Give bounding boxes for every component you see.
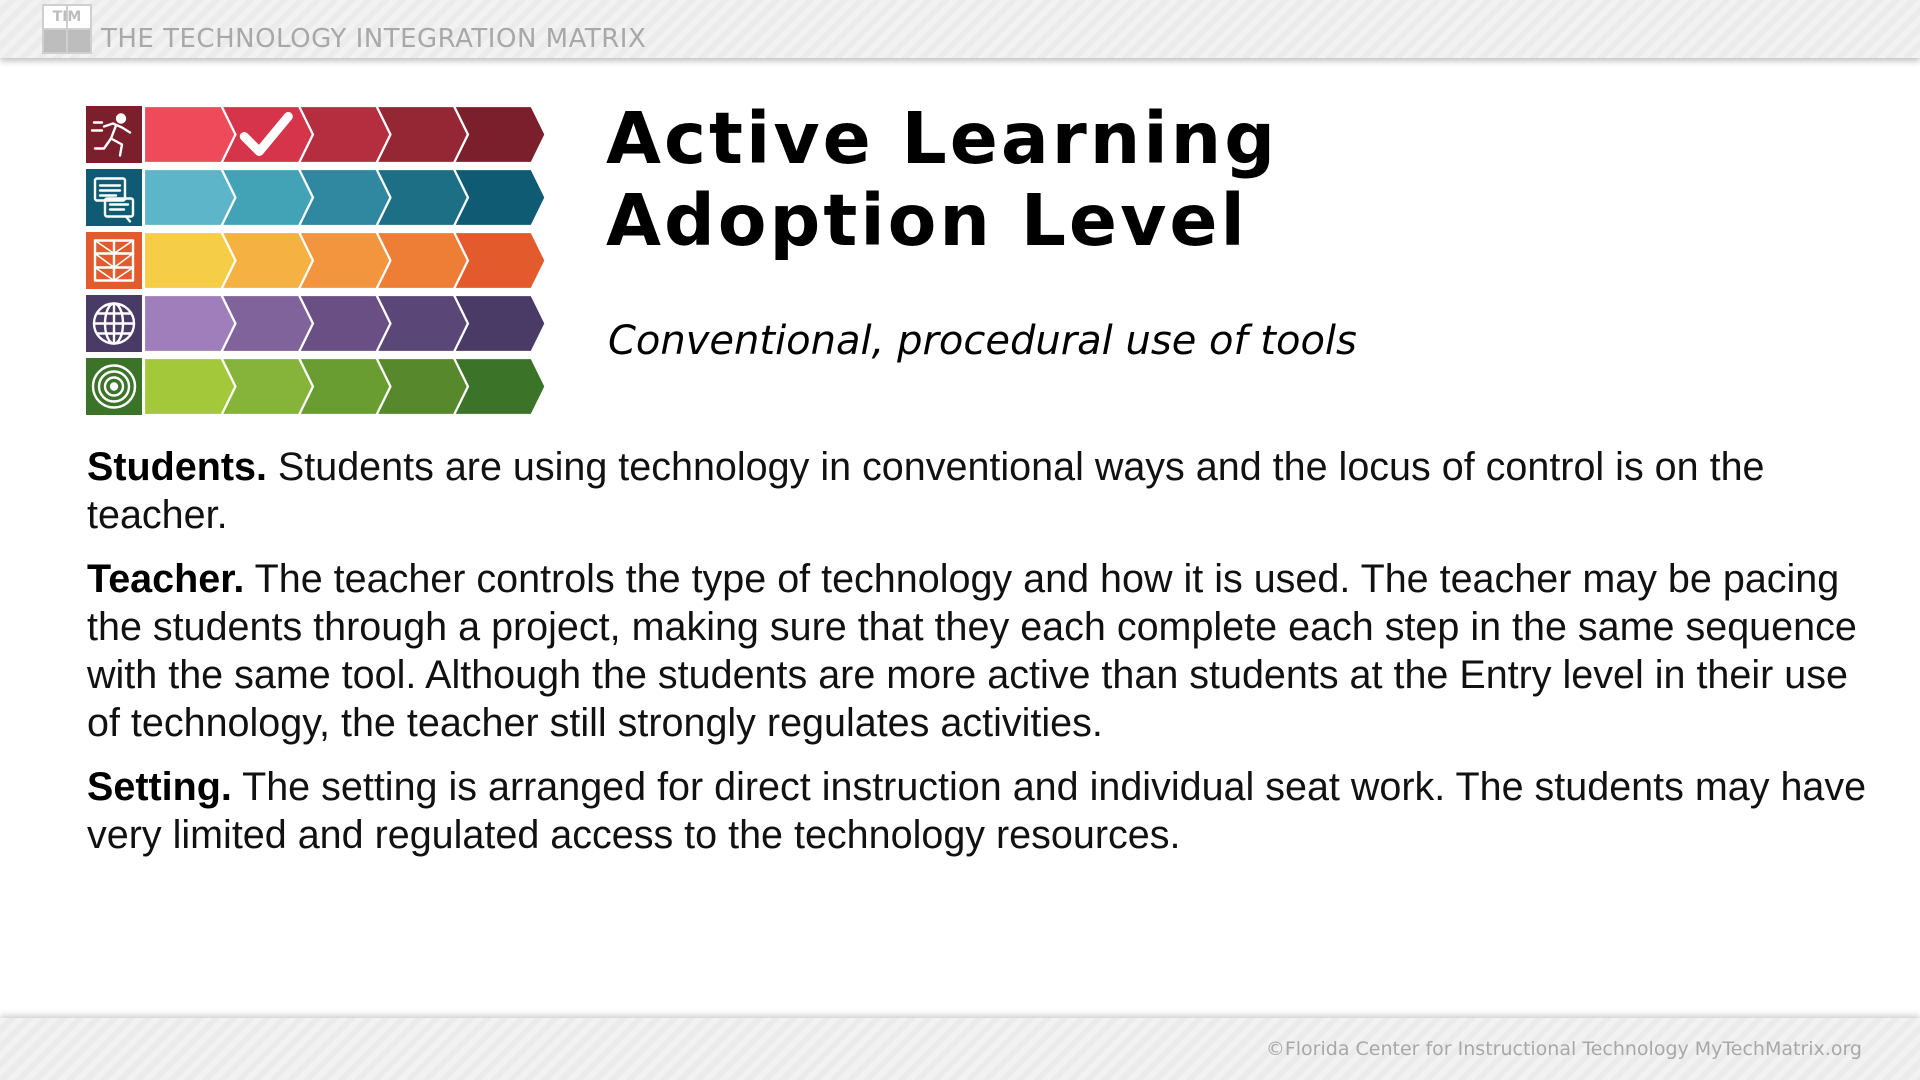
matrix-cell xyxy=(377,169,469,226)
setting-paragraph xyxy=(87,763,1867,859)
footer-credit: ©Florida Center for Instructional Technology MyTechMatrix.org xyxy=(1265,1038,1862,1060)
matrix-row xyxy=(86,169,546,226)
matrix-cell xyxy=(144,358,236,415)
matrix-row xyxy=(86,232,546,289)
page-title-line-2: Adoption Level xyxy=(606,179,1248,262)
matrix-cell xyxy=(454,169,546,226)
technology-integration-matrix-graphic xyxy=(86,106,546,418)
teacher-paragraph xyxy=(87,555,1867,747)
matrix-cell xyxy=(299,169,391,226)
matrix-cell xyxy=(377,106,469,163)
matrix-cell xyxy=(222,232,314,289)
setting-text: The setting is arranged for direct instruction and individual seat work. The students may have very limited and regulated access to the technology resources. xyxy=(87,765,1867,857)
page-title-line-1: Active Learning xyxy=(606,97,1279,180)
matrix-cell xyxy=(377,232,469,289)
matrix-row xyxy=(86,106,546,163)
header-bar xyxy=(0,0,1920,58)
matrix-row xyxy=(86,295,546,352)
teacher-text: The teacher controls the type of technology and how it is used. The teacher may be pacing the students through a project, making sure that they each complete each step in the same sequence with the same tool. Although the students are more active than students at the Entry level in their use of technology, the teacher still strongly regulates activities. xyxy=(87,557,1857,745)
matrix-cell xyxy=(299,232,391,289)
setting-label: Setting. xyxy=(87,765,232,809)
matrix-cell xyxy=(144,169,236,226)
teacher-label: Teacher. xyxy=(87,557,245,601)
tim-logo-text: TIM xyxy=(52,9,82,25)
matrix-row xyxy=(86,358,546,415)
authentic-globe-icon xyxy=(94,304,134,344)
matrix-cell xyxy=(144,295,236,352)
matrix-cell xyxy=(377,295,469,352)
tim-logo xyxy=(42,4,92,54)
matrix-cell xyxy=(454,295,546,352)
matrix-cell xyxy=(222,106,314,163)
matrix-cell xyxy=(222,169,314,226)
description-content xyxy=(87,443,1867,875)
footer-bar xyxy=(0,1018,1920,1080)
matrix-cell xyxy=(454,106,546,163)
matrix-cell xyxy=(144,232,236,289)
students-paragraph xyxy=(87,443,1867,539)
page-subtitle: Conventional, procedural use of tools xyxy=(608,318,1357,364)
students-text: Students are using technology in conventional ways and the locus of control is on the teacher. xyxy=(87,445,1765,537)
header-title: THE TECHNOLOGY INTEGRATION MATRIX xyxy=(101,24,647,54)
goal-directed-target-icon xyxy=(93,366,135,408)
matrix-cell xyxy=(299,295,391,352)
matrix-cell xyxy=(222,295,314,352)
matrix-cell xyxy=(144,106,236,163)
matrix-cell xyxy=(377,358,469,415)
matrix-cell xyxy=(454,358,546,415)
matrix-cell xyxy=(222,358,314,415)
matrix-cell xyxy=(299,106,391,163)
students-label: Students. xyxy=(87,445,267,489)
matrix-cell xyxy=(454,232,546,289)
matrix-cell xyxy=(299,358,391,415)
matrix-row-icon-cell xyxy=(86,106,142,163)
page-title xyxy=(606,98,1806,262)
